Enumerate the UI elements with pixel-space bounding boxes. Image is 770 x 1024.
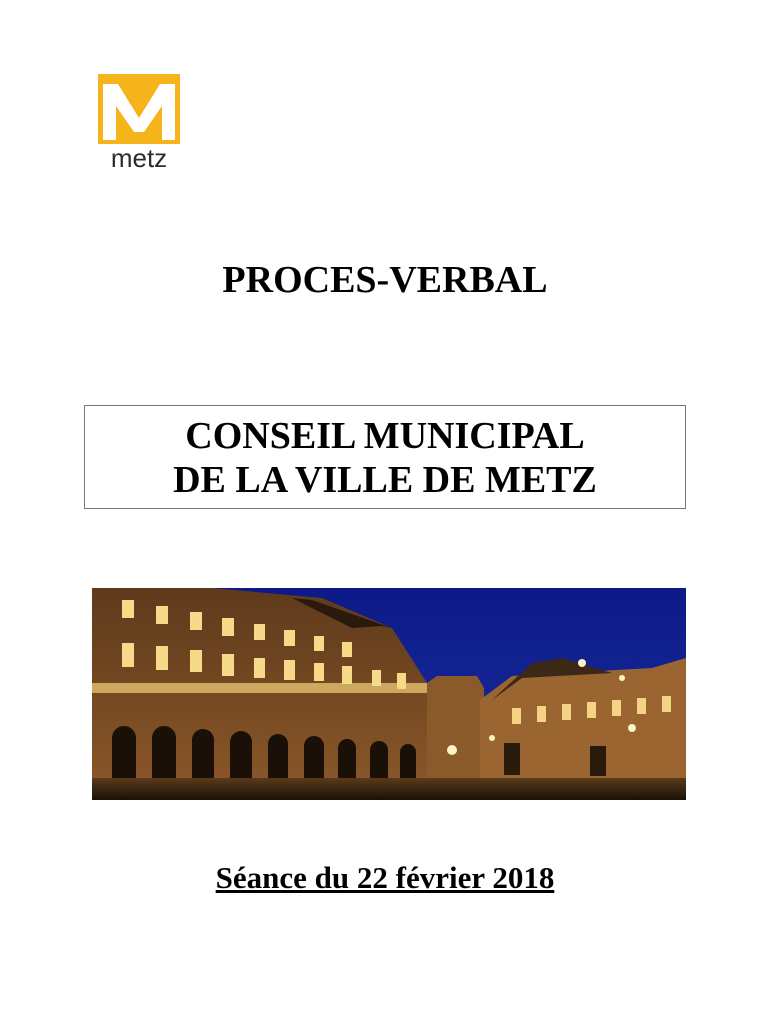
- logo-text: metz: [110, 143, 168, 173]
- council-line-2: DE LA VILLE DE METZ: [173, 459, 597, 501]
- metz-logo: [98, 74, 180, 172]
- session-date: Séance du 22 février 2018: [215, 860, 555, 895]
- metz-m-logo-icon: [98, 74, 180, 144]
- council-box: [84, 405, 686, 509]
- council-line-1: CONSEIL MUNICIPAL: [185, 415, 585, 457]
- night-square-photo: [92, 588, 686, 800]
- document-title: PROCES-VERBAL: [222, 259, 548, 301]
